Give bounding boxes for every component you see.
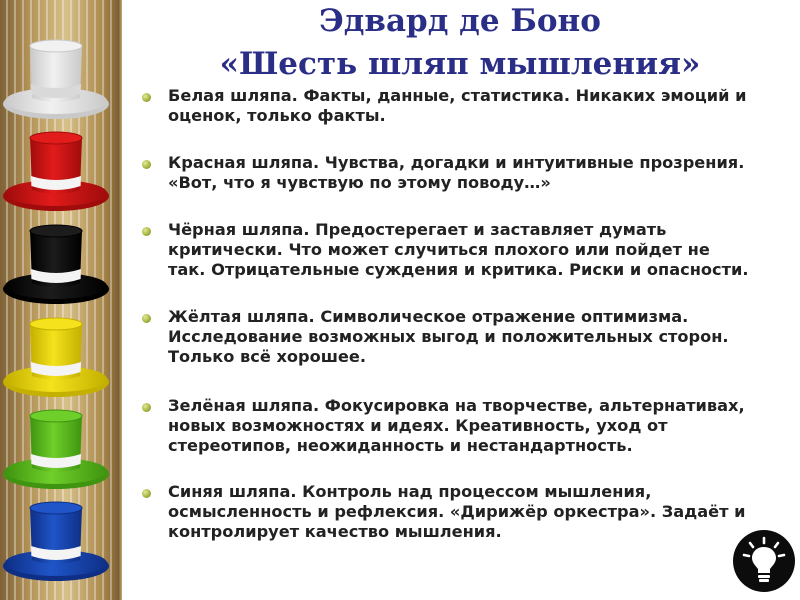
list-item-line: Синяя шляпа. Контроль над процессом мышления, [168, 482, 652, 501]
list-item-text [168, 396, 780, 456]
list-item-line: новых возможностях и идеях. Креативность, уход от [168, 416, 668, 435]
title-author: Эдвард де Боно [319, 3, 601, 39]
lightbulb-badge [733, 530, 795, 592]
list-item-white-hat [140, 86, 780, 126]
list-item-text [168, 307, 780, 367]
bullet-icon [142, 403, 151, 412]
title-book: «Шесть шляп мышления» [219, 46, 701, 82]
bullet-icon [142, 93, 151, 102]
list-item-text [168, 482, 780, 542]
hat-white-icon [0, 38, 112, 124]
hat-green-icon [0, 408, 112, 494]
hat-yellow-icon [0, 316, 112, 402]
list-item-yellow-hat [140, 307, 780, 367]
list-item-line: Исследование возможных выгод и положительных сторон. [168, 327, 729, 346]
list-item-line: критически. Что может случиться плохого или пойдет не [168, 240, 710, 259]
hat-blue-icon [0, 500, 112, 586]
hat-black-icon [0, 223, 112, 309]
list-item-line: так. Отрицательные суждения и критика. Риски и опасности. [168, 260, 749, 279]
list-item-text [168, 86, 780, 126]
list-item-line: Чёрная шляпа. Предостерегает и заставляет думать [168, 220, 667, 239]
hat-red-icon [0, 130, 112, 216]
list-item-line: контролирует качество мышления. [168, 522, 502, 541]
list-item-red-hat [140, 153, 780, 193]
list-item-line: Зелёная шляпа. Фокусировка на творчестве, альтернативах, [168, 396, 745, 415]
list-item-line: Жёлтая шляпа. Символическое отражение оптимизма. [168, 307, 689, 326]
list-item-line: стереотипов, неожиданность и нестандартность. [168, 436, 633, 455]
list-item-line: Только всё хорошее. [168, 347, 367, 366]
list-item-line: Белая шляпа. Факты, данные, статистика. Никаких эмоций и [168, 86, 747, 105]
list-item-line: «Вот, что я чувствую по этому поводу…» [168, 173, 551, 192]
list-item-blue-hat [140, 482, 780, 542]
list-item-green-hat [140, 396, 780, 456]
list-item-text [168, 220, 780, 280]
bullet-icon [142, 314, 151, 323]
list-item-line: оценок, только факты. [168, 106, 386, 125]
list-item-line: осмысленность и рефлексия. «Дирижёр оркестра». Задаёт и [168, 502, 746, 521]
bullet-icon [142, 160, 151, 169]
list-item-line: Красная шляпа. Чувства, догадки и интуитивные прозрения. [168, 153, 745, 172]
bullet-icon [142, 227, 151, 236]
list-item-text [168, 153, 780, 193]
bullet-icon [142, 489, 151, 498]
lightbulb-icon [733, 530, 795, 592]
list-item-black-hat [140, 220, 780, 280]
